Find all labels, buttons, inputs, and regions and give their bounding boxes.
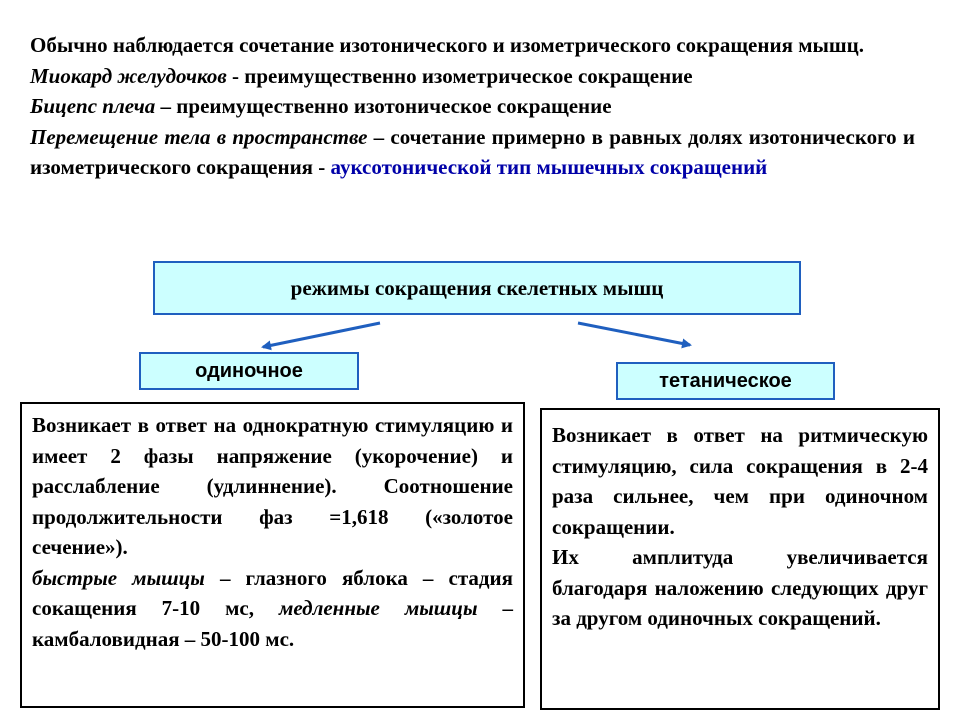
biceps-description: – преимущественно изотоническое сокращение [155,94,612,118]
muscle-speed-description [32,563,513,655]
tetanic-amplitude-text: Их амплитуда увеличивается благодаря наложению следующих друг за другом одиночных сокращений. [552,545,928,630]
single-mode-label: одиночное [195,359,303,382]
tetanic-description-text: Возникает в ответ на ритмическую стимуляцию, сила сокращения в 2-4 раза сильнее, чем при одиночном сокращении. [552,423,928,539]
auxotonic-type-highlight: ауксотонической тип мышечных сокращений [330,155,768,179]
intro-line-1: Обычно наблюдается сочетание изотонического и изометрического сокращения мышц. [30,33,864,57]
single-mode-box [139,352,359,390]
body-movement-term: Перемещение тела в пространстве [30,124,368,149]
tetanic-description [552,420,928,542]
arrow-to-single [263,323,380,347]
tetanic-amplitude-description [552,542,928,634]
slow-muscles-text: – камбаловидная – 50-100 мс. [32,596,514,651]
tetanic-mode-box [616,362,835,400]
tetanic-description-box [540,408,940,710]
single-description [32,410,513,563]
myocardium-description: - преимущественно изометрическое сокращение [226,63,693,88]
myocardium-term: Миокард желудочков [30,63,227,88]
arrow-to-tetanic [578,323,690,345]
contraction-modes-title: режимы сокращения скелетных мышц [290,275,664,300]
slow-muscles-term: медленные мышцы [278,596,478,620]
single-description-text: Возникает в ответ на однократную стимуляцию и имеет 2 фазы напряжение (укорочение) и расслабление (удлиннение). Соотношение продолжительности фаз =1,618 («золотое сечение»). [32,413,513,559]
body-movement-description: – сочетание примерно в равных долях изотонического и изометрического сокращения - [30,124,915,179]
single-description-box [20,402,525,708]
biceps-term: Бицепс плеча [30,94,156,118]
fast-muscles-term: быстрые мышцы [32,565,205,590]
tetanic-mode-label: тетаническое [659,369,792,392]
fast-muscles-text: – глазного яблока – стадия сокащения 7-10 мс, [32,565,513,620]
